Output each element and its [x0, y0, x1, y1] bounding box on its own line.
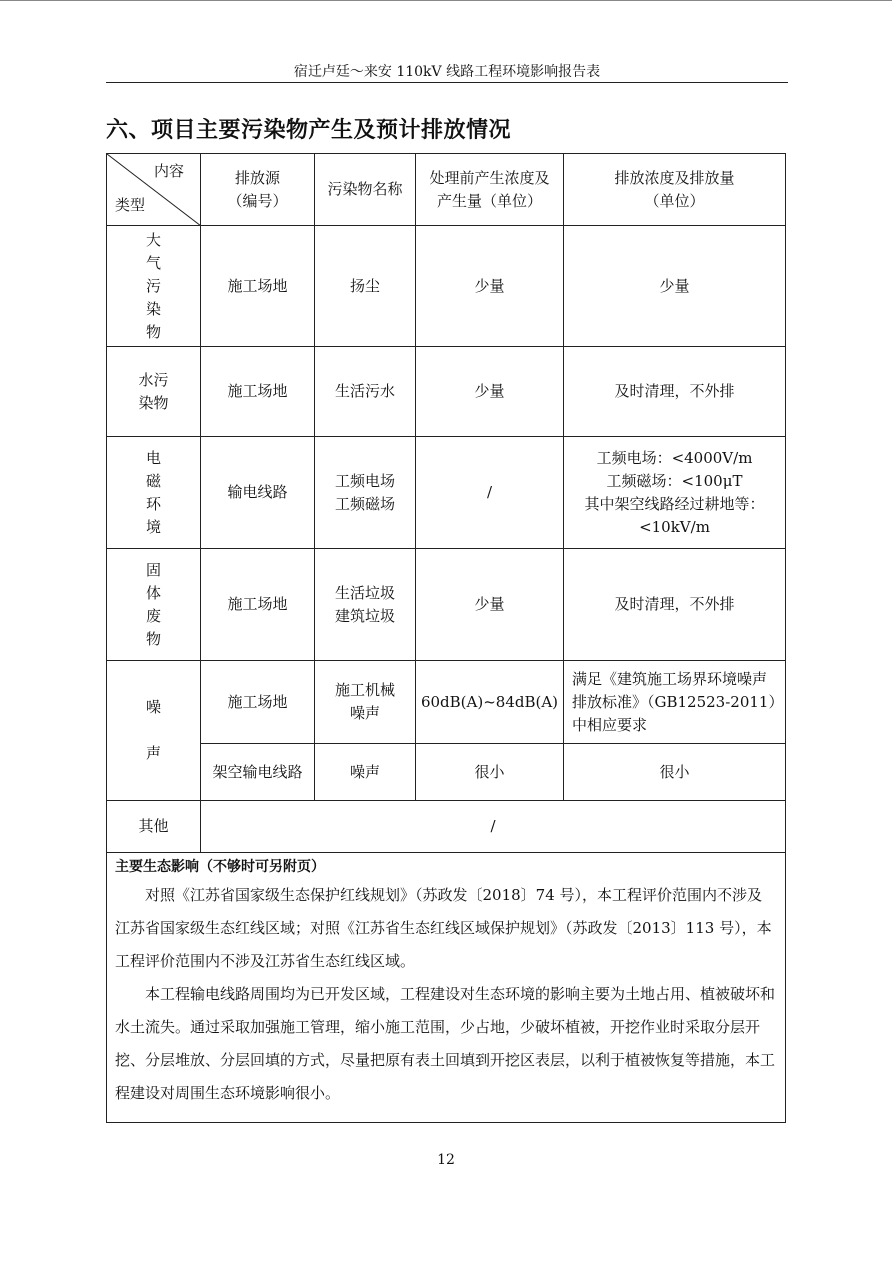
before-cell: 少量 — [416, 549, 564, 661]
type-cell: 电磁环境 — [107, 437, 201, 549]
pollutant-cell: 生活污水 — [315, 347, 416, 437]
header-source: 排放源 （编号） — [201, 154, 315, 226]
before-cell: 60dB(A)~84dB(A) — [416, 661, 564, 744]
before-cell: / — [416, 437, 564, 549]
source-cell: 输电线路 — [201, 437, 315, 549]
header-rule — [106, 82, 788, 83]
table-row-water — [107, 347, 786, 437]
header-type-label: 类型 — [115, 196, 146, 214]
source-cell: 施工场地 — [201, 661, 315, 744]
source-cell: 施工场地 — [201, 347, 315, 437]
header-before: 处理前产生浓度及 产生量（单位） — [416, 154, 564, 226]
section-title: 六、项目主要污染物产生及预计排放情况 — [106, 117, 512, 143]
type-cell-noise: 噪 声 — [107, 661, 201, 801]
table-row-solid — [107, 549, 786, 661]
pollutant-cell: 生活垃圾 建筑垃圾 — [315, 549, 416, 661]
pollutant-cell: 工频电场 工频磁场 — [315, 437, 416, 549]
source-cell: 施工场地 — [201, 226, 315, 347]
diagonal-header-cell — [107, 154, 201, 226]
eco-paragraph-1: 对照《江苏省国家级生态保护红线规划》（苏政发〔2018〕74 号），本工程评价范围内不涉及江苏省国家级生态红线区域；对照《江苏省生态红线区域保护规划》（苏政发〔2013〕113 号），本工程评价范围内不涉及江苏省生态红线区域。 — [115, 886, 772, 970]
after-cell: 及时清理，不外排 — [564, 347, 786, 437]
after-cell: 及时清理，不外排 — [564, 549, 786, 661]
eco-impact-cell — [107, 853, 786, 1123]
page-number: 12 — [437, 1152, 455, 1168]
eco-paragraph-2: 本工程输电线路周围均为已开发区域，工程建设对生态环境的影响主要为土地占用、植被破坏和水土流失。通过采取加强施工管理，缩小施工范围，少占地，少破坏植被，开挖作业时采取分层开挖、分层堆放、分层回填的方式，尽量把原有表土回填到开挖区表层，以利于植被恢复等措施，本工程建设对周围生态环境影响很小。 — [115, 985, 776, 1102]
pollutant-cell: 噪声 — [315, 744, 416, 801]
table-row-noise-line — [107, 744, 786, 801]
eco-impact-title: 主要生态影响（不够时可另附页） — [115, 859, 325, 875]
after-cell: 很小 — [564, 744, 786, 801]
table-row-em — [107, 437, 786, 549]
other-value-cell: / — [201, 801, 786, 853]
source-cell: 施工场地 — [201, 549, 315, 661]
type-cell: 固体废物 — [107, 549, 201, 661]
type-cell: 大气污染物 — [107, 226, 201, 347]
header-pollutant: 污染物名称 — [315, 154, 416, 226]
header-after: 排放浓度及排放量 （单位） — [564, 154, 786, 226]
header-content-label: 内容 — [153, 162, 184, 180]
before-cell: 少量 — [416, 226, 564, 347]
running-header: 宿迁卢廷～来安 110kV 线路工程环境影响报告表 — [293, 64, 601, 80]
type-cell: 其他 — [107, 801, 201, 853]
table-row-air — [107, 226, 786, 347]
pollutant-cell: 施工机械 噪声 — [315, 661, 416, 744]
table-header-row — [107, 154, 786, 226]
page-top-border — [0, 0, 892, 1]
before-cell: 少量 — [416, 347, 564, 437]
table-row-noise-construction — [107, 661, 786, 744]
type-cell: 水污 染物 — [107, 347, 201, 437]
before-cell: 很小 — [416, 744, 564, 801]
pollutant-cell: 扬尘 — [315, 226, 416, 347]
after-cell: 工频电场：<4000V/m 工频磁场：<100μT 其中架空线路经过耕地等： <10kV/m — [564, 437, 786, 549]
table-row-eco — [107, 853, 786, 1123]
table-row-other — [107, 801, 786, 853]
after-cell: 满足《建筑施工场界环境噪声排放标准》（GB12523-2011）中相应要求 — [564, 661, 786, 744]
after-cell: 少量 — [564, 226, 786, 347]
source-cell: 架空输电线路 — [201, 744, 315, 801]
pollutant-table — [106, 153, 786, 1123]
